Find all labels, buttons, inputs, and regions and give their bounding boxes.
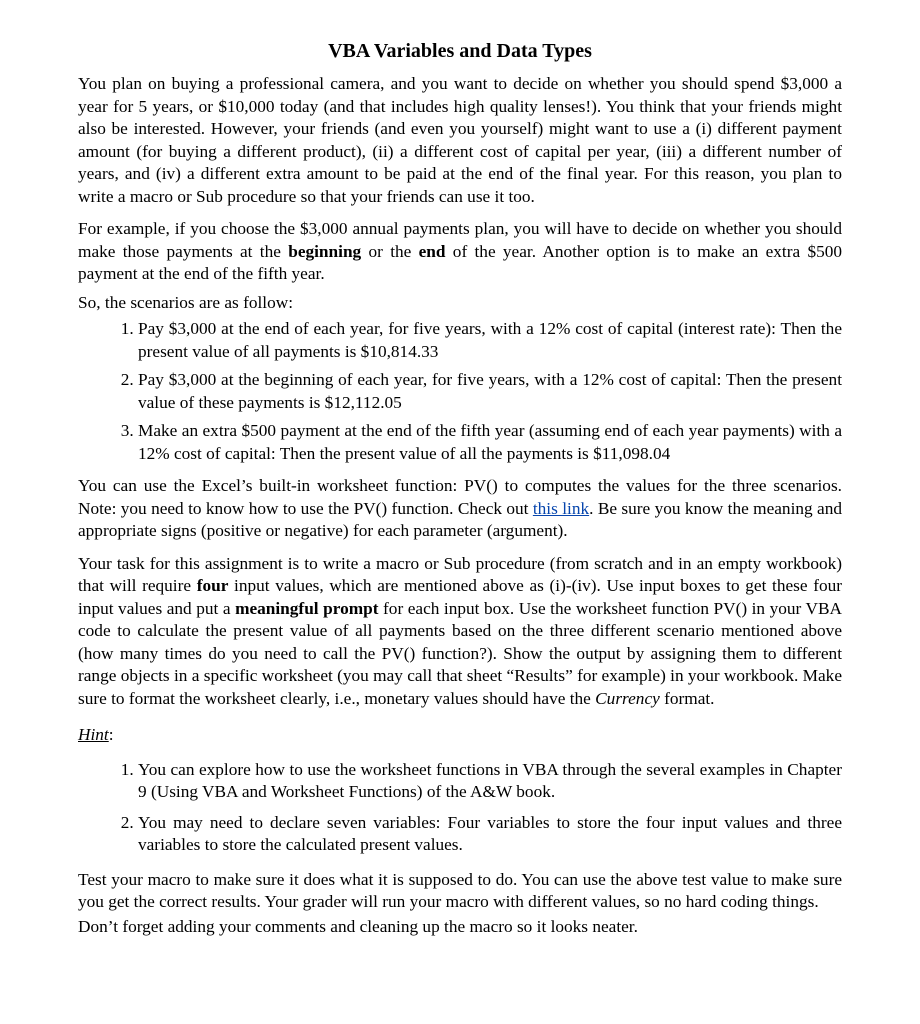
task-bold-four: four — [196, 576, 229, 595]
example-text-1: For example, if you choose the $3,000 annual payments plan, you will have to decide on whether you should make those payments at the — [78, 219, 842, 261]
example-paragraph — [78, 218, 842, 286]
scenarios-intro: So, the scenarios are as follow: — [78, 292, 293, 312]
hint-item: 2. You may need to declare seven variables: Four variables to store the four input values and three variables to store the calculated present values. — [138, 812, 842, 857]
scenario-item: 1. Pay $3,000 at the end of each year, for five years, with a 12% cost of capital (interest rate): Then the present value of all payments is $10,814.33 — [138, 318, 842, 363]
scenario-list — [78, 318, 842, 465]
final-note: Don’t forget adding your comments and cleaning up the macro so it looks neater. — [78, 916, 638, 936]
task-italic-currency: Currency — [595, 688, 660, 708]
pv-paragraph — [78, 475, 842, 543]
example-text-2: or the — [361, 241, 419, 261]
test-paragraph: Test your macro to make sure it does what it is supposed to do. You can use the above test value to make sure you get the correct results. Your grader will run your macro with different values, so no hard coding things. — [78, 869, 842, 911]
hint-list — [78, 759, 842, 857]
pv-text-1: You can use the Excel’s built-in worksheet function: PV() to computes the values for the three scenarios. Note: you need to know how to use the PV() function. Check out — [78, 476, 842, 518]
intro-paragraph — [78, 73, 842, 208]
task-text-3: for each input box. Use the worksheet function PV() in your VBA code to calculate the present value of all payments based on the three different scenario mentioned above (how many times do you need to call the PV() function?). Show the output by assigning them to different range objects in a specific worksheet (you may call that sheet “Results” for example) in your workbook. Make sure to format the worksheet clearly, i.e., monetary values should have the — [78, 598, 842, 708]
task-text-1: Your task for this assignment is to write a macro or Sub procedure (from scratch and in an empty workbook) that will require — [78, 553, 842, 595]
scenario-item: 2. Pay $3,000 at the beginning of each year, for five years, with a 12% cost of capital: Then the present value of these payments is $12,112.05 — [138, 369, 842, 414]
example-text-3: of the year. Another option is to make an extra $500 payment at the end of the fifth year. — [78, 241, 843, 283]
pv-text-2: . Be sure you know the meaning and appropriate signs (positive or negative) for each parameter (argument). — [78, 498, 842, 540]
hint-label: Hint — [78, 725, 109, 744]
scenario-item: 3. Make an extra $500 payment at the end of the fifth year (assuming end of each year payments) with a 12% cost of capital: Then the present value of all the payments is $11,098.04 — [138, 420, 842, 465]
example-bold-beginning: beginning — [288, 241, 362, 261]
hint-colon: : — [108, 725, 114, 744]
pv-help-link[interactable]: this link — [532, 498, 590, 518]
intro-text: You plan on buying a professional camera, and you want to decide on whether you should spend $3,000 a year for 5 years, or $10,000 today (and that includes high quality lenses!). You think that your friends might also be interested. However, your friends (and even you yourself) might want to use a (i) different payment amount (for buying a different product), (ii) a different cost of capital per year, (iii) a different number of years, and (iv) a different extra amount to be paid at the end of the final year. For this reason, you plan to write a macro or Sub procedure so that your friends can use it too. — [78, 74, 842, 206]
task-text-4: format. — [659, 688, 715, 708]
task-text-2: input values, which are mentioned above as (i)-(iv). Use input boxes to get these four input values and put a — [78, 576, 842, 618]
hint-item: 1. You can explore how to use the worksheet functions in VBA through the several examples in Chapter 9 (Using VBA and Worksheet Functions) of the A&W book. — [138, 759, 842, 804]
hint-heading — [78, 724, 842, 747]
page-title: VBA Variables and Data Types — [328, 40, 592, 62]
task-bold-prompt: meaningful prompt — [235, 598, 379, 618]
task-paragraph — [78, 553, 842, 711]
example-bold-end: end — [418, 241, 446, 261]
